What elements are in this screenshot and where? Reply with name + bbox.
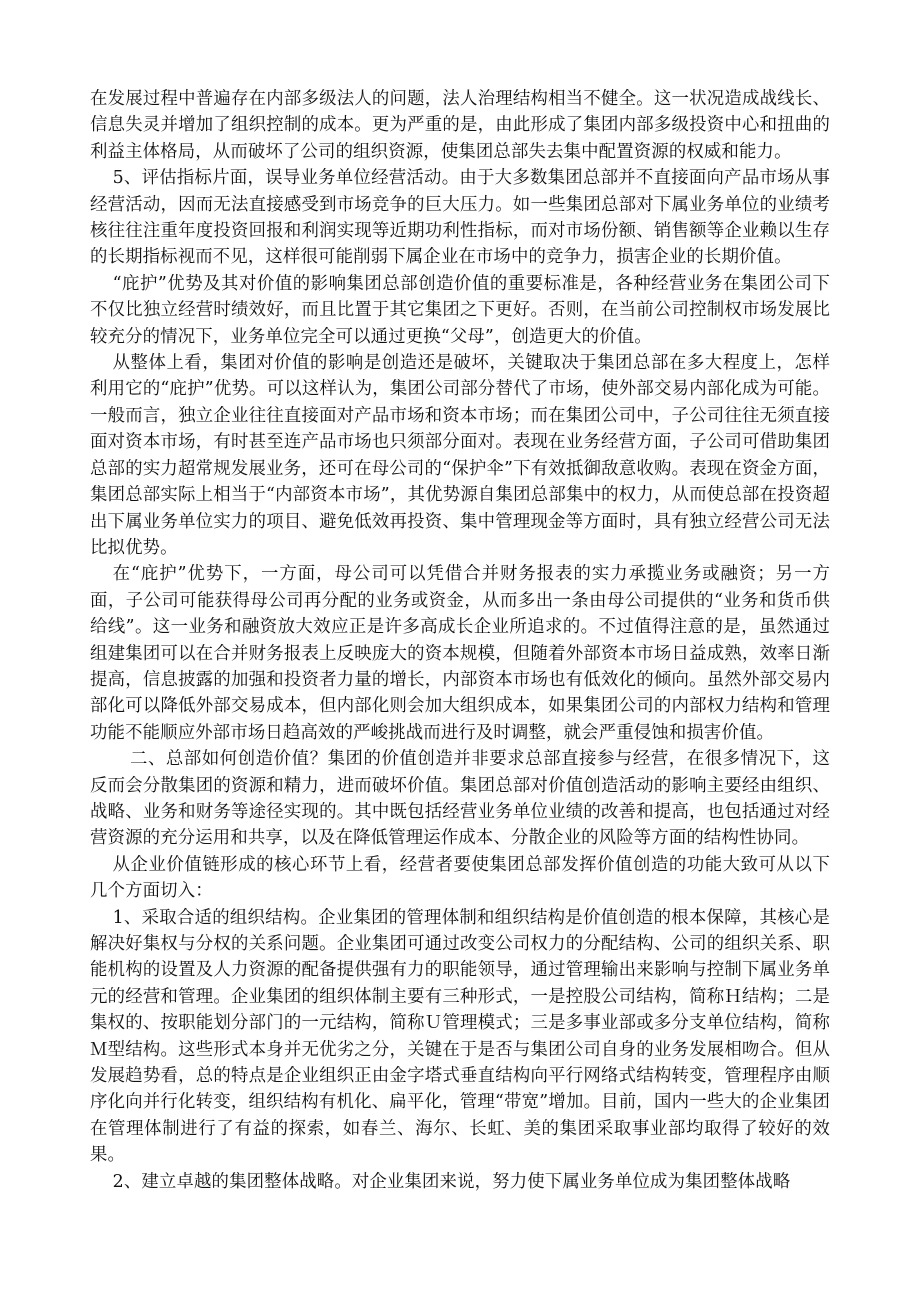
paragraph-point-2: 2、建立卓越的集团整体战略。对企业集团来说，努力使下属业务单位成为集团整体战略: [112, 1171, 791, 1192]
paragraph-shelter-advantage: “庇护”优势及其对价值的影响集团总部创造价值的重要标准是，各种经营业务在集团公司下不仅比独立经营时绩效好，而且比置于其它集团之下更好。否则，在当前公司控制权市场发展比较充分的情况下，业务单位完全可以通过更换“父母”，创造更大的价值。: [90, 273, 830, 347]
paragraph-point-5: 5、评估指标片面，误导业务单位经营活动。由于大多数集团总部并不直接面向产品市场从事经营活动，因而无法直接感受到市场竞争的巨大压力。如一些集团总部对下属业务单位的业绩考核往往注重年度投资回报和利润实现等近期功利性指标，而对市场份额、销售额等企业赖以生存的长期指标视而不见，这样很可能削弱下属企业在市场中的竞争力，损害企业的长期价值。: [90, 168, 830, 268]
paragraph-continuation: 在发展过程中普遍存在内部多级法人的问题，法人治理结构相当不健全。这一状况造成战线长、信息失灵并增加了组织控制的成本。更为严重的是，由此形成了集团内部多级投资中心和扭曲的利益主体格局，从而破坏了公司的组织资源，使集团总部失去集中配置资源的权威和能力。: [90, 89, 830, 162]
paragraph-point-1: 1、采取合适的组织结构。企业集团的管理体制和组织结构是价值创造的根本保障，其核心是解决好集权与分权的关系问题。企业集团可通过改变公司权力的分配结构、公司的组织关系、职能机构的设置及人力资源的配备提供强有力的职能领导，通过管理输出来影响与控制下属业务单元的经营和管理。企业集团的组织体制主要有三种形式，一是控股公司结构，简称Ｈ结构；二是集权的、按职能划分部门的一元结构，简称Ｕ管理模式；三是多事业部或多分支单位结构，简称Ｍ型结构。这些形式本身并无优劣之分，关键在于是否与集团公司自身的业务发展相吻合。但从发展趋势看，总的特点是企业组织正由金字塔式垂直结构向平行网络式结构转变，管理程序由顺序化向并行化转变，组织结构有机化、扁平化，管理“带宽”增加。目前，国内一些大的企业集团在管理体制进行了有益的探索，如春兰、海尔、长虹、美的集团采取事业部均取得了较好的效果。: [90, 907, 830, 1166]
document-body: [90, 86, 830, 1195]
paragraph-value-chain: 从企业价值链形成的核心环节上看，经营者要使集团总部发挥价值创造的功能大致可从以下几个方面切入：: [90, 854, 830, 902]
paragraph-overall-view: 从整体上看，集团对价值的影响是创造还是破坏，关键取决于集团总部在多大程度上，怎样利用它的“庇护”优势。可以这样认为，集团公司部分替代了市场，使外部交易内部化成为可能。一般而言，独立企业往往直接面对产品市场和资本市场；而在集团公司中，子公司往往无须直接面对资本市场，有时甚至连产品市场也只须部分面对。表现在业务经营方面，子公司可借助集团总部的实力超常规发展业务，还可在母公司的“保护伞”下有效抵御敌意收购。表现在资金方面，集团总部实际上相当于“内部资本市场”，其优势源自集团总部集中的权力，从而使总部在投资超出下属业务单位实力的项目、避免低效再投资、集中管理现金等方面时，具有独立经营公司无法比拟优势。: [90, 353, 830, 558]
paragraph-under-shelter: 在“庇护”优势下，一方面，母公司可以凭借合并财务报表的实力承揽业务或融资；另一方面，子公司可能获得母公司再分配的业务或资金，从而多出一条由母公司提供的“业务和货币供给线”。这一业务和融资放大效应正是许多高成长企业所追求的。不过值得注意的是，虽然通过组建集团可以在合并财务报表上反映庞大的资本规模，但随着外部资本市场日益成熟，效率日渐提高，信息披露的加强和投资者力量的增长，内部资本市场也有低效化的倾向。虽然外部交易内部化可以降低外部交易成本，但内部化则会加大组织成本，如果集团公司的内部权力结构和管理功能不能顺应外部市场日趋高效的严峻挑战而进行及时调整，就会严重侵蚀和损害价值。: [90, 564, 830, 743]
section-heading-2: 二、总部如何创造价值？集团的价值创造并非要求总部直接参与经营，在很多情况下，这反而会分散集团的资源和精力，进而破坏价值。集团总部对价值创造活动的影响主要经由组织、战略、业务和财务等途径实现的。其中既包括经营业务单位业绩的改善和提高，也包括通过对经营资源的充分运用和共享，以及在降低管理运作成本、分散企业的风险等方面的结构性协同。: [90, 749, 830, 849]
